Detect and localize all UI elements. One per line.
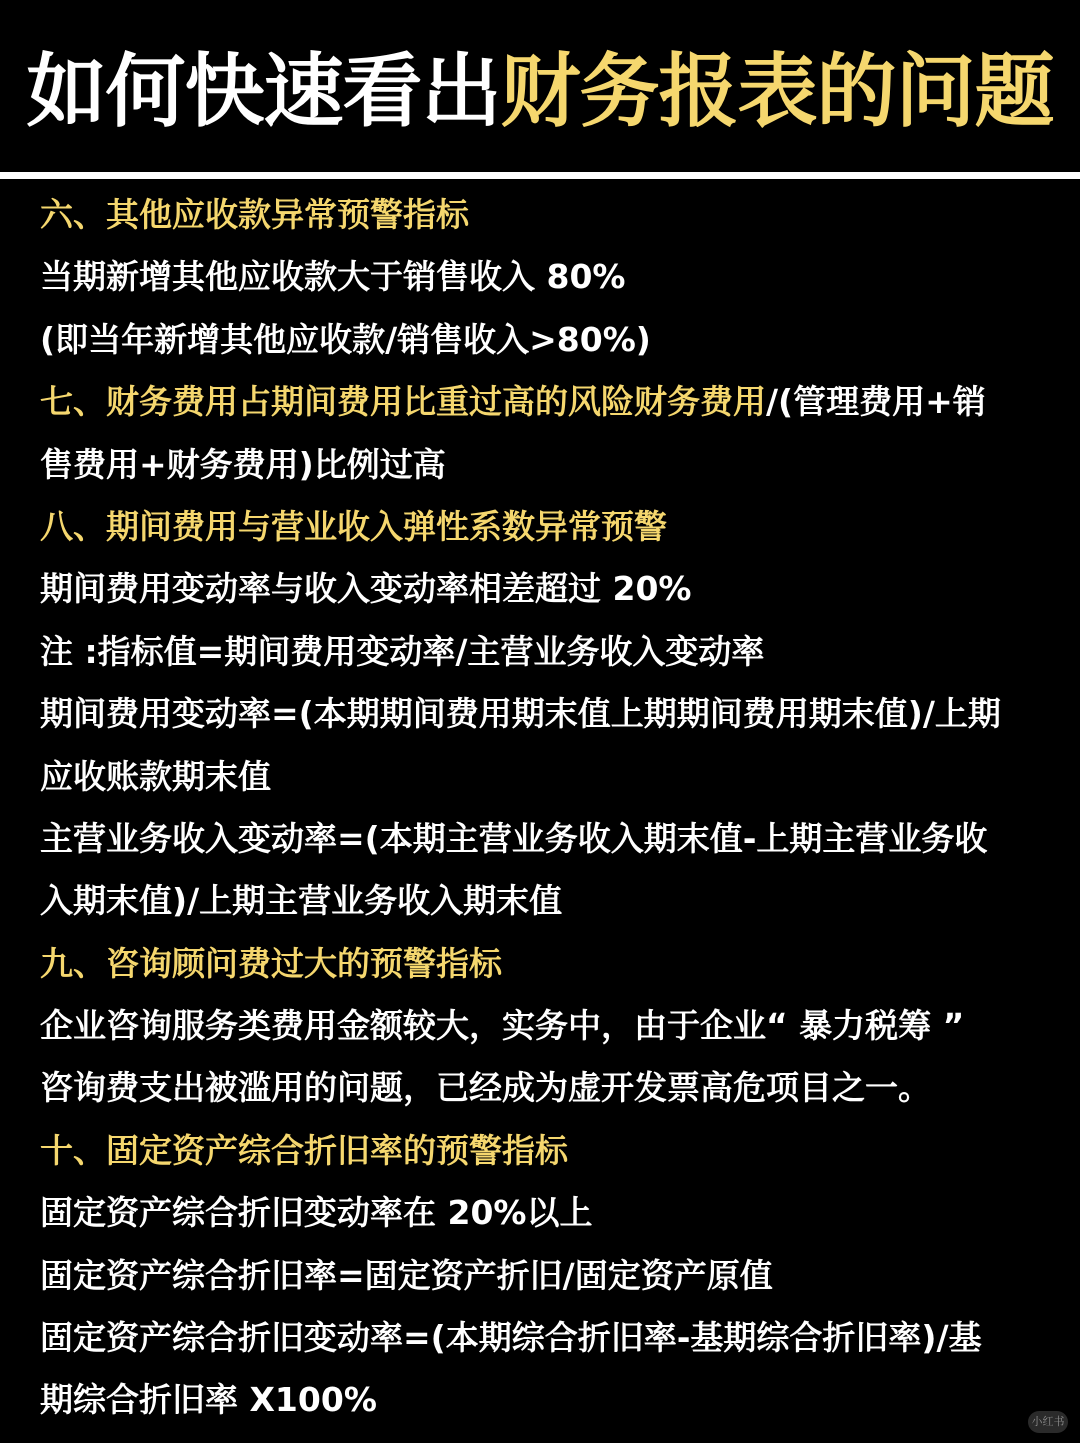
title-white-part: 如何快速看出 — [26, 45, 501, 138]
body-line: 注 :指标值=期间费用变动率/主营业务收入变动率 — [40, 631, 765, 671]
body-line: 当期新增其他应收款大于销售收入 80% — [40, 257, 626, 297]
section-heading-8: 八、期间费用与营业收入弹性系数异常预警 — [40, 506, 667, 546]
section-heading-6: 六、其他应收款异常预警指标 — [40, 195, 469, 234]
section-heading-7: 七、财务费用占期间费用比重过高的风险财务费用 — [40, 382, 766, 422]
body-line: 应收账款期末值 — [40, 756, 271, 796]
body-line: 固定资产综合折旧变动率在 20%以上 — [40, 1193, 593, 1233]
section-heading-7-line — [40, 371, 1050, 433]
page-title — [0, 38, 1080, 146]
header-divider — [0, 172, 1080, 179]
article-body — [40, 184, 1050, 1432]
body-line: 期间费用变动率=(本期期间费用期末值上期期间费用期末值)/上期 — [40, 694, 1001, 734]
body-line: 咨询费支出被滥用的问题，已经成为虚开发票高危项目之一。 — [40, 1068, 931, 1108]
watermark-logo: 小红书 — [1028, 1411, 1068, 1433]
body-line: 固定资产综合折旧率=固定资产折旧/固定资产原值 — [40, 1255, 773, 1295]
body-line: 固定资产综合折旧变动率=(本期综合折旧率-基期综合折旧率)/基 — [40, 1318, 982, 1358]
section-heading-10: 十、固定资产综合折旧率的预警指标 — [40, 1130, 568, 1170]
section-heading-7-rest: /(管理费用+销 — [766, 382, 986, 422]
body-line: (即当年新增其他应收款/销售收入>80%) — [40, 319, 651, 359]
body-line: 售费用+财务费用)比例过高 — [40, 444, 446, 484]
body-line: 期综合折旧率 X100% — [40, 1380, 377, 1420]
body-line: 入期末值)/上期主营业务收入期末值 — [40, 881, 563, 921]
body-line: 期间费用变动率与收入变动率相差超过 20% — [40, 569, 692, 609]
body-line: 主营业务收入变动率=(本期主营业务收入期末值-上期主营业务收 — [40, 818, 988, 858]
title-yellow-part: 财务报表的问题 — [500, 45, 1054, 138]
header — [0, 0, 1080, 172]
body-line: 企业咨询服务类费用金额较大，实务中，由于企业“ 暴力税筹 ” — [40, 1006, 965, 1046]
section-heading-9: 九、咨询顾问费过大的预警指标 — [40, 943, 502, 983]
